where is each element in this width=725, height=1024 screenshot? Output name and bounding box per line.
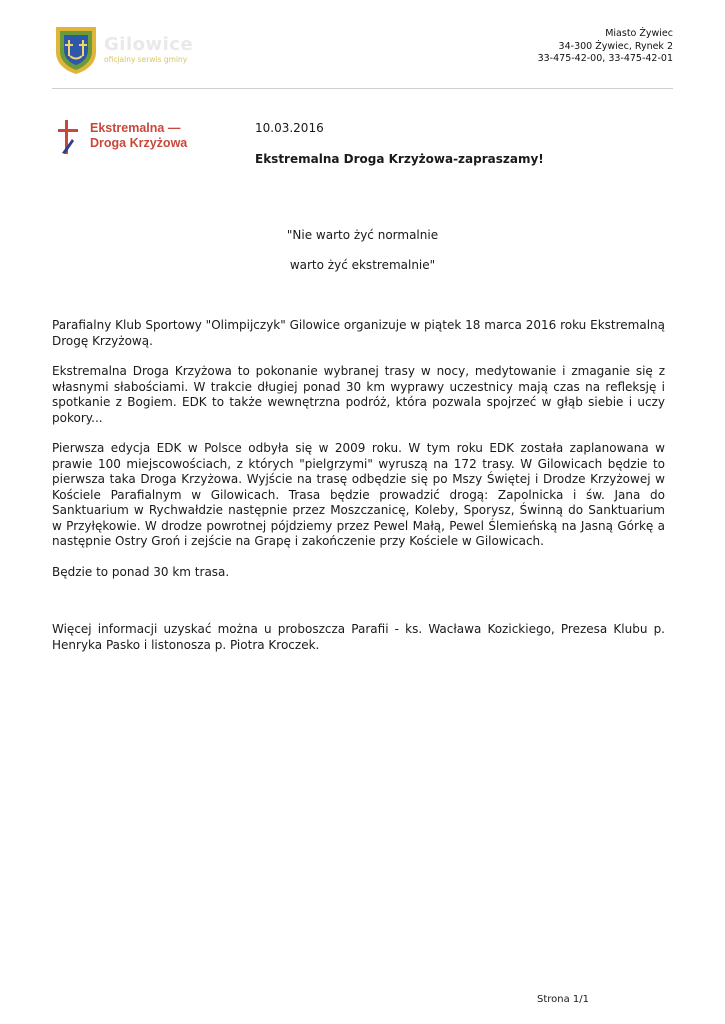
page-number: Strona 1/1	[537, 994, 590, 1005]
edk-logo	[56, 119, 201, 155]
paragraph: Ekstremalna Droga Krzyżowa to pokonanie wybranej trasy w nocy, medytowanie i zmaganie się z własnymi słabościami. W trakcie długiej ponad 30 km wyprawy uczestnicy mają czas na refleksję i spotkanie z Bogiem. EDK to także wewnętrzna podróż, która pozwala spojrzeć w głąb siebie i uczy pokory...	[52, 364, 665, 425]
logo-wordmark	[90, 121, 187, 151]
paragraph: Parafialny Klub Sportowy "Olimpijczyk" Gilowice organizuje w piątek 18 marca 2016 roku Ekstremalną Drogę Krzyżową.	[52, 318, 665, 348]
quote-line-1: "Nie warto żyć normalnie	[286, 228, 439, 242]
article-title: Ekstremalna Droga Krzyżowa-zapraszamy!	[255, 152, 544, 166]
contact-address: 34-300 Żywiec, Rynek 2	[558, 40, 673, 52]
cross-logo-icon	[56, 119, 86, 155]
paragraph: Będzie to ponad 30 km trasa.	[52, 564, 230, 579]
contact-block	[538, 28, 673, 66]
quote-line-2: warto żyć ekstremalnie"	[289, 258, 436, 272]
logo-line-2: Droga Krzyżowa	[90, 136, 188, 150]
page-header	[52, 24, 673, 84]
logo-line-1: Ekstremalna —	[90, 121, 181, 135]
coat-of-arms-icon	[52, 24, 100, 76]
paragraph: Pierwsza edycja EDK w Polsce odbyła się w 2009 roku. W tym roku EDK została zaplanowana w prawie 100 miejscowościach, z których "pielgrzymi" wyruszą na 172 trasy. W Gilowicach będzie to pierwsza taka Droga Krzyżowa. Wyjście na trasę odbędzie się po Mszy Świętej i Drodze Krzyżowej w Kościele Parafialnym w Gilowicach. Trasa będzie prowadzić drogą: Zapolnicka i św. Jana do Sanktuarium w Rychwałdzie następnie przez Moszczanicę, Koleby, Sporysz, Świnną do Sanktuarium w Przyłękowie. W drodze powrotnej pójdziemy przez Pewel Małą, Pewel Ślemieńską na Jasną Górkę a następnie Ostry Groń i zejście na Grapę i zakończenie przy Kościele w Gilowicach.	[52, 441, 665, 548]
article-body	[52, 318, 665, 595]
contact-city: Miasto Żywiec	[605, 28, 673, 39]
contact-phones: 33-475-42-00, 33-475-42-01	[537, 53, 673, 64]
site-tagline: oficjalny serwis gminy	[104, 55, 188, 64]
article-date: 10.03.2016	[255, 121, 324, 135]
site-name: Gilowice	[104, 34, 194, 55]
site-brand[interactable]	[104, 34, 193, 64]
header-divider	[52, 88, 673, 89]
closing-paragraph: Więcej informacji uzyskać można u proboszcza Parafii - ks. Wacława Kozickiego, Prezesa Klubu p. Henryka Pasko i listonosza p. Piotra Kroczek.	[52, 622, 665, 652]
